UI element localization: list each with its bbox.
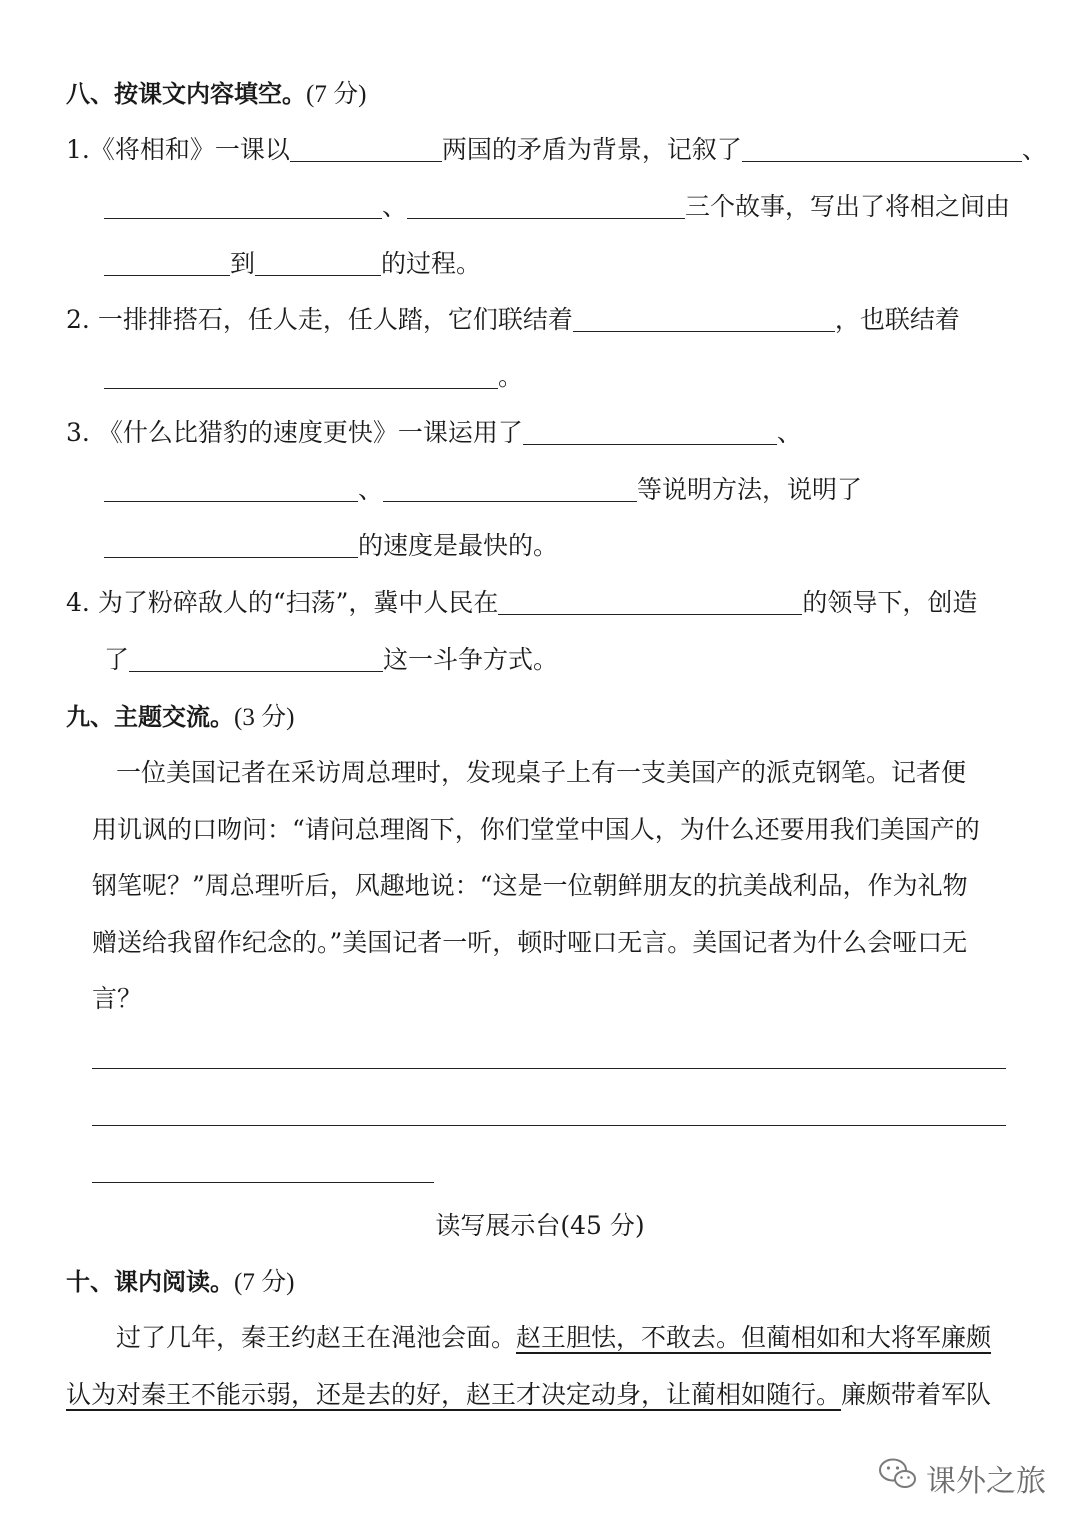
- answer-blank[interactable]: [383, 473, 637, 502]
- question-4-text: 为了粉碎敌人的“扫荡”，冀中人民在: [97, 588, 499, 617]
- question-2-line-2: [104, 359, 523, 395]
- passage-line: 赠送给我留作纪念的。”美国记者一听，顿时哑口无言。美国记者为什么会哑口无: [92, 928, 968, 957]
- question-1-text: 《将相和》一课以: [89, 135, 290, 164]
- question-4-number: 4.: [66, 588, 90, 617]
- answer-blank[interactable]: [104, 247, 230, 276]
- question-2-text: 一排排搭石，任人走，任人踏，它们联结着: [97, 305, 573, 334]
- wechat-icon: [878, 1457, 918, 1499]
- section-8-number: 八、: [66, 80, 114, 108]
- question-1-number: 1.: [66, 135, 90, 164]
- passage-line: 钢笔呢？”周总理听后，风趣地说：“这是一位朝鲜朋友的抗美战利品，作为礼物: [92, 871, 968, 900]
- question-4-text: 的领导下，创造: [802, 588, 978, 617]
- section-9-number: 九、: [66, 703, 114, 731]
- reading-text: 廉颇带着军队: [841, 1380, 992, 1409]
- question-4-line-2: [104, 642, 558, 678]
- section-9-points: (3 分): [234, 704, 295, 731]
- question-1-line-3: [104, 246, 481, 282]
- question-3-text: 等说明方法，说明了: [637, 475, 863, 504]
- question-2-text: 。: [498, 362, 524, 391]
- answer-blank[interactable]: [573, 303, 835, 332]
- answer-line[interactable]: [92, 1182, 434, 1183]
- section-8-title: 按课文内容填空。: [114, 80, 306, 108]
- watermark: [878, 1456, 1046, 1500]
- section-9-title: 主题交流。: [114, 703, 234, 731]
- reading-line-2: [66, 1377, 991, 1413]
- answer-blank[interactable]: [255, 247, 381, 276]
- question-1-text: 两国的矛盾为背景，记叙了: [441, 135, 742, 164]
- question-2-text: ，也联结着: [834, 305, 960, 334]
- answer-blank[interactable]: [742, 133, 1022, 162]
- section-10-points: (7 分): [234, 1269, 295, 1296]
- answer-blank[interactable]: [104, 360, 498, 389]
- section-10-heading: [66, 1264, 294, 1301]
- section-10-number: 十、: [66, 1268, 114, 1296]
- question-3-text: 《什么比猎豹的速度更快》一课运用了: [97, 418, 523, 447]
- question-1-text: 的过程。: [381, 249, 482, 278]
- question-4-text: 了: [104, 645, 130, 674]
- question-1-text: 三个故事，写出了将相之间由: [685, 192, 1011, 221]
- reading-text: 过了几年，秦王约赵王在渑池会面。: [116, 1323, 517, 1352]
- answer-blank[interactable]: [104, 190, 382, 219]
- question-4-text: 这一斗争方式。: [383, 645, 559, 674]
- question-3-text: 、: [776, 418, 802, 447]
- answer-line[interactable]: [92, 1068, 1006, 1069]
- section-8-heading: [66, 76, 366, 113]
- underlined-text: 赵王胆怯，不敢去。但蔺相如和大将军廉颇: [516, 1323, 992, 1352]
- answer-blank[interactable]: [104, 473, 358, 502]
- watermark-text: 课外之旅: [926, 1464, 1046, 1499]
- question-3-line-2: [104, 472, 862, 508]
- answer-blank[interactable]: [523, 416, 777, 445]
- question-3-line-1: [66, 415, 802, 451]
- underlined-text: 认为对秦王不能示弱，还是去的好，赵王才决定动身，让蔺相如随行。: [66, 1380, 842, 1409]
- question-4-line-1: [66, 585, 977, 621]
- question-1-line-2: [104, 189, 1010, 225]
- question-3-text: 的速度是最快的。: [358, 531, 559, 560]
- answer-blank[interactable]: [290, 133, 442, 162]
- question-2-line-1: [66, 302, 960, 338]
- answer-line[interactable]: [92, 1125, 1006, 1126]
- section-8-points: (7 分): [306, 81, 367, 108]
- passage-line: 言？: [92, 984, 143, 1013]
- answer-blank[interactable]: [129, 643, 383, 672]
- question-3-text: 、: [358, 475, 384, 504]
- answer-blank[interactable]: [407, 190, 685, 219]
- question-3-line-3: [104, 528, 558, 564]
- part-heading: 读写展示台(45 分): [435, 1211, 645, 1240]
- question-1-line-1: [66, 132, 1047, 168]
- reading-line-1: [116, 1320, 991, 1356]
- question-2-number: 2.: [66, 305, 90, 334]
- answer-blank[interactable]: [498, 586, 802, 615]
- passage-line: 一位美国记者在采访周总理时，发现桌子上有一支美国产的派克钢笔。记者便: [116, 758, 967, 787]
- section-9-heading: [66, 699, 294, 736]
- section-10-title: 课内阅读。: [114, 1268, 234, 1296]
- question-3-number: 3.: [66, 418, 90, 447]
- question-1-text: 到: [230, 249, 256, 278]
- question-1-text: 、: [382, 192, 408, 221]
- question-1-text: 、: [1021, 135, 1047, 164]
- passage-line: 用讥讽的口吻问：“请问总理阁下，你们堂堂中国人，为什么还要用我们美国产的: [92, 815, 980, 844]
- answer-blank[interactable]: [104, 529, 358, 558]
